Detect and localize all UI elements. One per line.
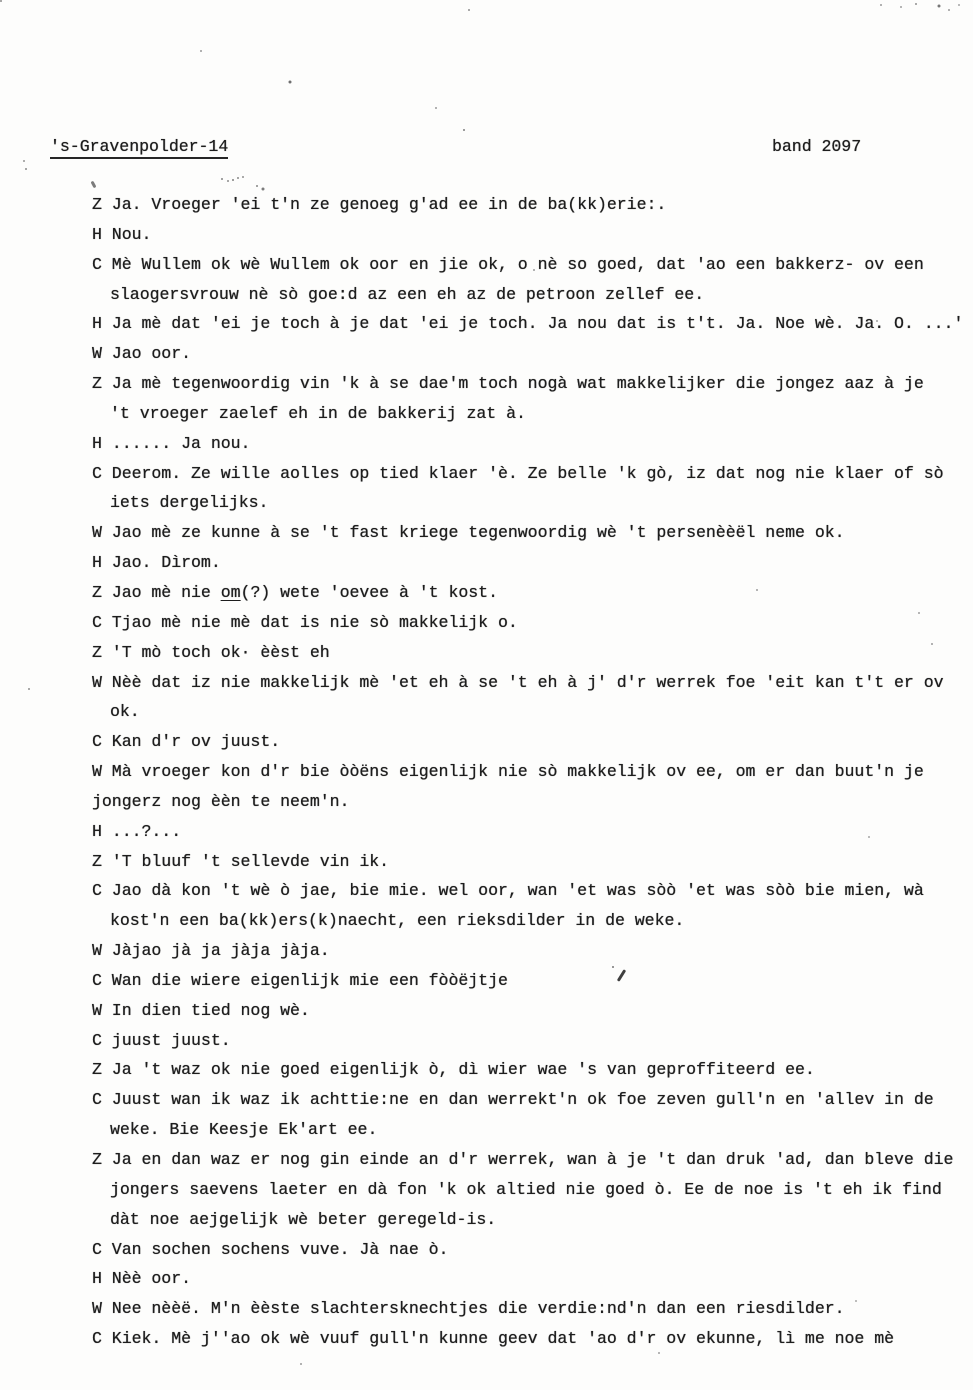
transcript-line: H Jao. Dìrom. [92,553,221,573]
transcript-line: Z Ja. Vroeger 'ei t'n ze genoeg g'ad ee in de ba(kk)erie:. [92,195,667,214]
transcript-line: C Kan d'r ov juust. [92,732,281,752]
transcript-line: C Van sochen sochens vuve. Jà nae ò. [92,1239,449,1259]
transcript-line: C juust juust. [92,1030,231,1050]
transcript-line: W Nèè dat iz nie makkelijk mè 'et eh à se 't eh à j' d'r werrek foe 'eit kan t't er ov [92,672,944,692]
transcript-line: H Nèè oor. [92,1269,192,1289]
transcript-line: jongerz nog èèn te neem'n. [92,791,350,811]
transcript-line: Z 'T mò toch ok· èèst eh [92,642,330,662]
band-number: band 2097 [772,137,862,156]
transcript-line: C Tjao mè nie mè dat is nie sò makkelijk o. [92,612,518,632]
transcript-line: iets dergelijks. [110,493,269,513]
pencil-marks [221,178,223,180]
transcript-line: weke. Bie Keesje Ek'art ee. [110,1120,378,1140]
transcript-line: C Mè Wullem ok wè Wullem ok oor en jie ok, o nè so goed, dat 'ao een bakkerz- ov een [92,254,924,274]
transcript [92,190,973,1354]
transcript-line: H Ja mè dat 'ei je toch à je dat 'ei je toch. Ja nou dat is t't. Ja. Noe wè. Ja. O. ...' [92,314,964,334]
transcript-line: slaogersvrouw nè sò goe:d az een eh az de petroon zellef ee. [110,284,705,304]
transcript-line: Z Jao mè nie om(?) wete 'oevee à 't kost. [92,582,498,602]
transcript-line: W Mà vroeger kon d'r bie òòëns eigenlijk nie sò makkelijk ov ee, om er dan buut'n je [92,762,924,782]
transcript-line: C Juust wan ik waz ik achttie:ne en dan werrekt'n ok foe zeven gull'n en 'allev in de [92,1090,934,1110]
transcript-line: W In dien tied nog wè. [92,1000,310,1020]
transcript-line: Z Ja mè tegenwoordig vin 'k à se dae'm toch nogà wat makkelijker die jongez aaz à je [92,374,924,394]
transcript-line: 't vroeger zaelef eh in de bakkerij zat à. [110,403,526,423]
transcript-line: W Jàjao jà ja jàja jàja. [92,941,330,961]
transcript-line: H ...?... [92,821,182,841]
transcript-line: kost'n een ba(kk)ers(k)naecht, een rieksdilder in de weke. [110,911,685,931]
transcript-line: ok. [110,702,140,722]
transcript-line: W Nee nèèë. M'n èèste slachtersknechtjes die verdie:nd'n dan een riesdilder. [92,1299,845,1319]
transcript-line: W Jao mè ze kunne à se 't fast kriege tegenwoordig wè 't persenèèël neme ok. [92,523,845,543]
underlined-word: om [220,582,241,602]
transcript-line: Z 'T bluuf 't sellevde vin ik. [92,851,390,871]
transcript-line: W Jao oor. [92,344,192,364]
transcript-line: H Nou. [92,224,152,244]
transcript-line: C Wan die wiere eigenlijk mie een fòòëjtje [92,970,508,990]
transcript-line: C Jao dà kon 't wè ò jae, bie mie. wel oor, wan 'et was sòò 'et was sòò bie mien, wà [92,881,924,901]
pencil-marks [91,181,97,189]
transcript-line: Z Ja en dan waz er nog gin einde an d'r werrek, wan à je 't dan druk 'ad, dan bleve die [92,1150,954,1169]
transcript-line: dàt noe aejgelijk wè beter geregeld-is. [110,1209,497,1229]
transcript-line: C Deerom. Ze wille aolles op tied klaer 'è. Ze belle 'k gò, iz dat nog nie klaer of sò [92,463,944,483]
transcript-line: C Kiek. Mè j''ao ok wè vuuf gull'n kunne geev dat 'ao d'r ov ekunne, lì me noe mè [92,1329,895,1349]
transcript-line: H ...... Ja nou. [92,433,251,453]
scan-speckles [0,0,2,2]
transcript-line: Z Ja 't waz ok nie goed eigenlijk ò, dì wier wae 's van geproffiteerd ee. [92,1060,815,1080]
transcript-line: jongers saevens laeter en dà fon 'k ok altied nie goed ò. Ee de noe is 't eh ik find [110,1179,942,1199]
page-title: 's-Gravenpolder-14 [50,137,228,159]
